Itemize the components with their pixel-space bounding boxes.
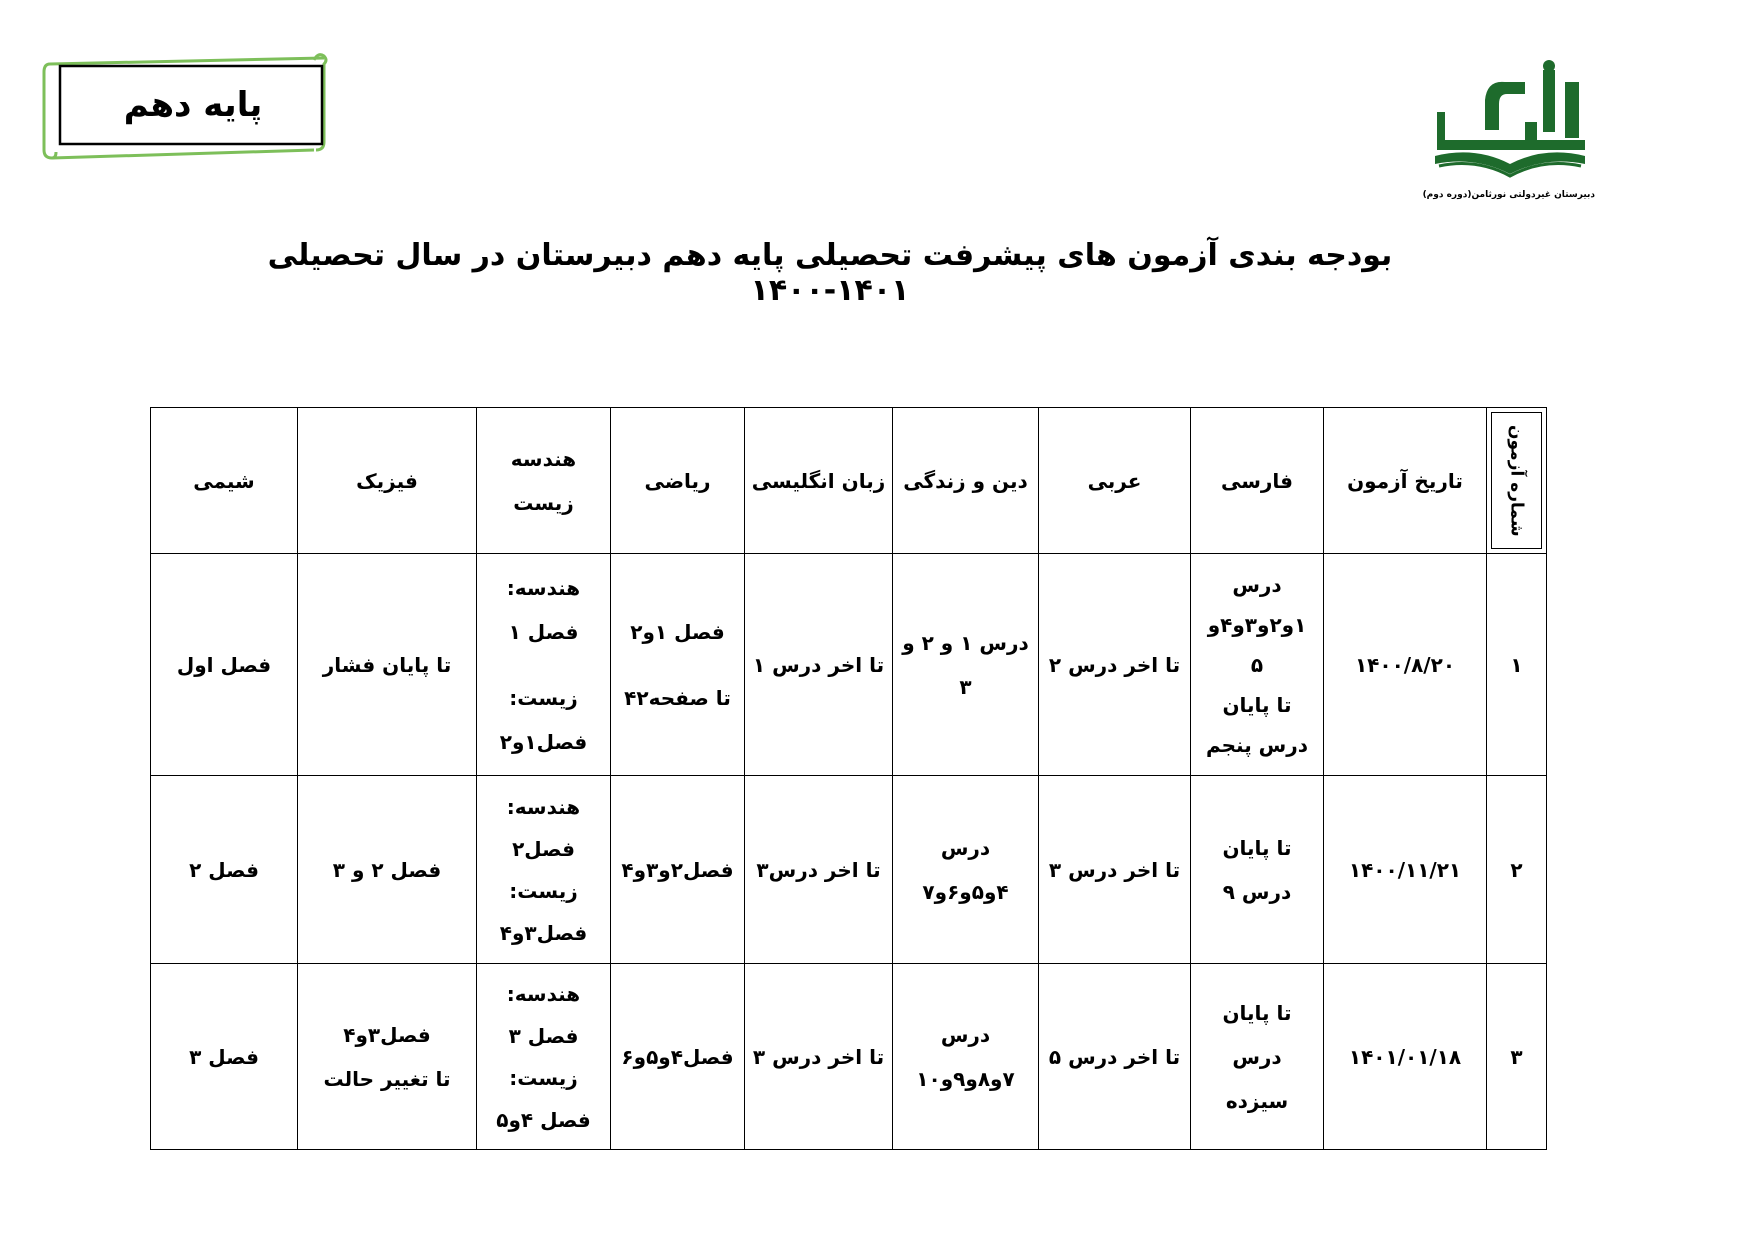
grade-badge xyxy=(42,50,330,162)
school-logo-icon xyxy=(1425,60,1595,185)
cell-arabic: تا اخر درس ۵ xyxy=(1039,964,1191,1150)
cell-farsi: تا پایان درس ۹ xyxy=(1191,776,1324,964)
header-english: زبان انگلیسی xyxy=(745,408,893,554)
table-row xyxy=(151,776,1547,964)
cell-math: فصل ۱و۲ تا صفحه۴۲ xyxy=(611,554,745,776)
table-row xyxy=(151,964,1547,1150)
grade-badge-label: پایه دهم xyxy=(123,85,263,125)
school-logo-caption: دبیرستان غیردولتی نورثامن(دوره دوم) xyxy=(1422,190,1595,200)
cell-exam-number: ۲ xyxy=(1487,776,1547,964)
header-math: ریاضی xyxy=(611,408,745,554)
cell-arabic: تا اخر درس ۲ xyxy=(1039,554,1191,776)
header-physics: فیزیک xyxy=(298,408,477,554)
cell-chemistry: فصل ۳ xyxy=(151,964,298,1150)
school-logo xyxy=(1422,60,1605,210)
cell-physics: تا پایان فشار xyxy=(298,554,477,776)
header-exam-date: تاریخ آزمون xyxy=(1324,408,1487,554)
cell-exam-number: ۳ xyxy=(1487,964,1547,1150)
cell-exam-date: ۱۴۰۱/۰۱/۱۸ xyxy=(1324,964,1487,1150)
cell-english: تا اخر درس۳ xyxy=(745,776,893,964)
header-religion: دین و زندگی xyxy=(893,408,1039,554)
cell-english: تا اخر درس ۳ xyxy=(745,964,893,1150)
header-arabic: عربی xyxy=(1039,408,1191,554)
cell-physics: فصل۳و۴ تا تغییر حالت xyxy=(298,964,477,1150)
cell-chemistry: فصل اول xyxy=(151,554,298,776)
cell-math: فصل۴و۵و۶ xyxy=(611,964,745,1150)
header-farsi: فارسی xyxy=(1191,408,1324,554)
cell-religion: درس ۱ و ۲ و ۳ xyxy=(893,554,1039,776)
cell-religion: درس ۴و۵و۶و۷ xyxy=(893,776,1039,964)
header-chemistry: شیمی xyxy=(151,408,298,554)
header-geometry-biology: هندسه زیست xyxy=(477,408,611,554)
cell-arabic: تا اخر درس ۳ xyxy=(1039,776,1191,964)
cell-exam-number: ۱ xyxy=(1487,554,1547,776)
cell-geometry-biology: هندسه: فصل ۱ زیست: فصل۱و۲ xyxy=(477,554,611,776)
cell-chemistry: فصل ۲ xyxy=(151,776,298,964)
cell-math: فصل۲و۳و۴ xyxy=(611,776,745,964)
cell-religion: درس ۷و۸و۹و۱۰ xyxy=(893,964,1039,1150)
cell-english: تا اخر درس ۱ xyxy=(745,554,893,776)
cell-farsi: تا پایان درس سیزده xyxy=(1191,964,1324,1150)
page-title: بودجه بندی آزمون های پیشرفت تحصیلی پایه دهم دبیرستان در سال تحصیلی ۱۴۰۱-۱۴۰۰ xyxy=(267,238,1393,308)
table-header-row xyxy=(151,408,1547,554)
cell-physics: فصل ۲ و ۳ xyxy=(298,776,477,964)
cell-exam-date: ۱۴۰۰/۸/۲۰ xyxy=(1324,554,1487,776)
exam-budget-table xyxy=(150,407,1547,1150)
cell-geometry-biology: هندسه: فصل ۳ زیست: فصل ۴و۵ xyxy=(477,964,611,1150)
cell-farsi: درس ۱و۲و۳و۴و ۵ تا پایان درس پنجم xyxy=(1191,554,1324,776)
table-row xyxy=(151,554,1547,776)
header-exam-number: شماره آزمون xyxy=(1487,408,1547,554)
cell-exam-date: ۱۴۰۰/۱۱/۲۱ xyxy=(1324,776,1487,964)
cell-geometry-biology: هندسه: فصل۲ زیست: فصل۳و۴ xyxy=(477,776,611,964)
